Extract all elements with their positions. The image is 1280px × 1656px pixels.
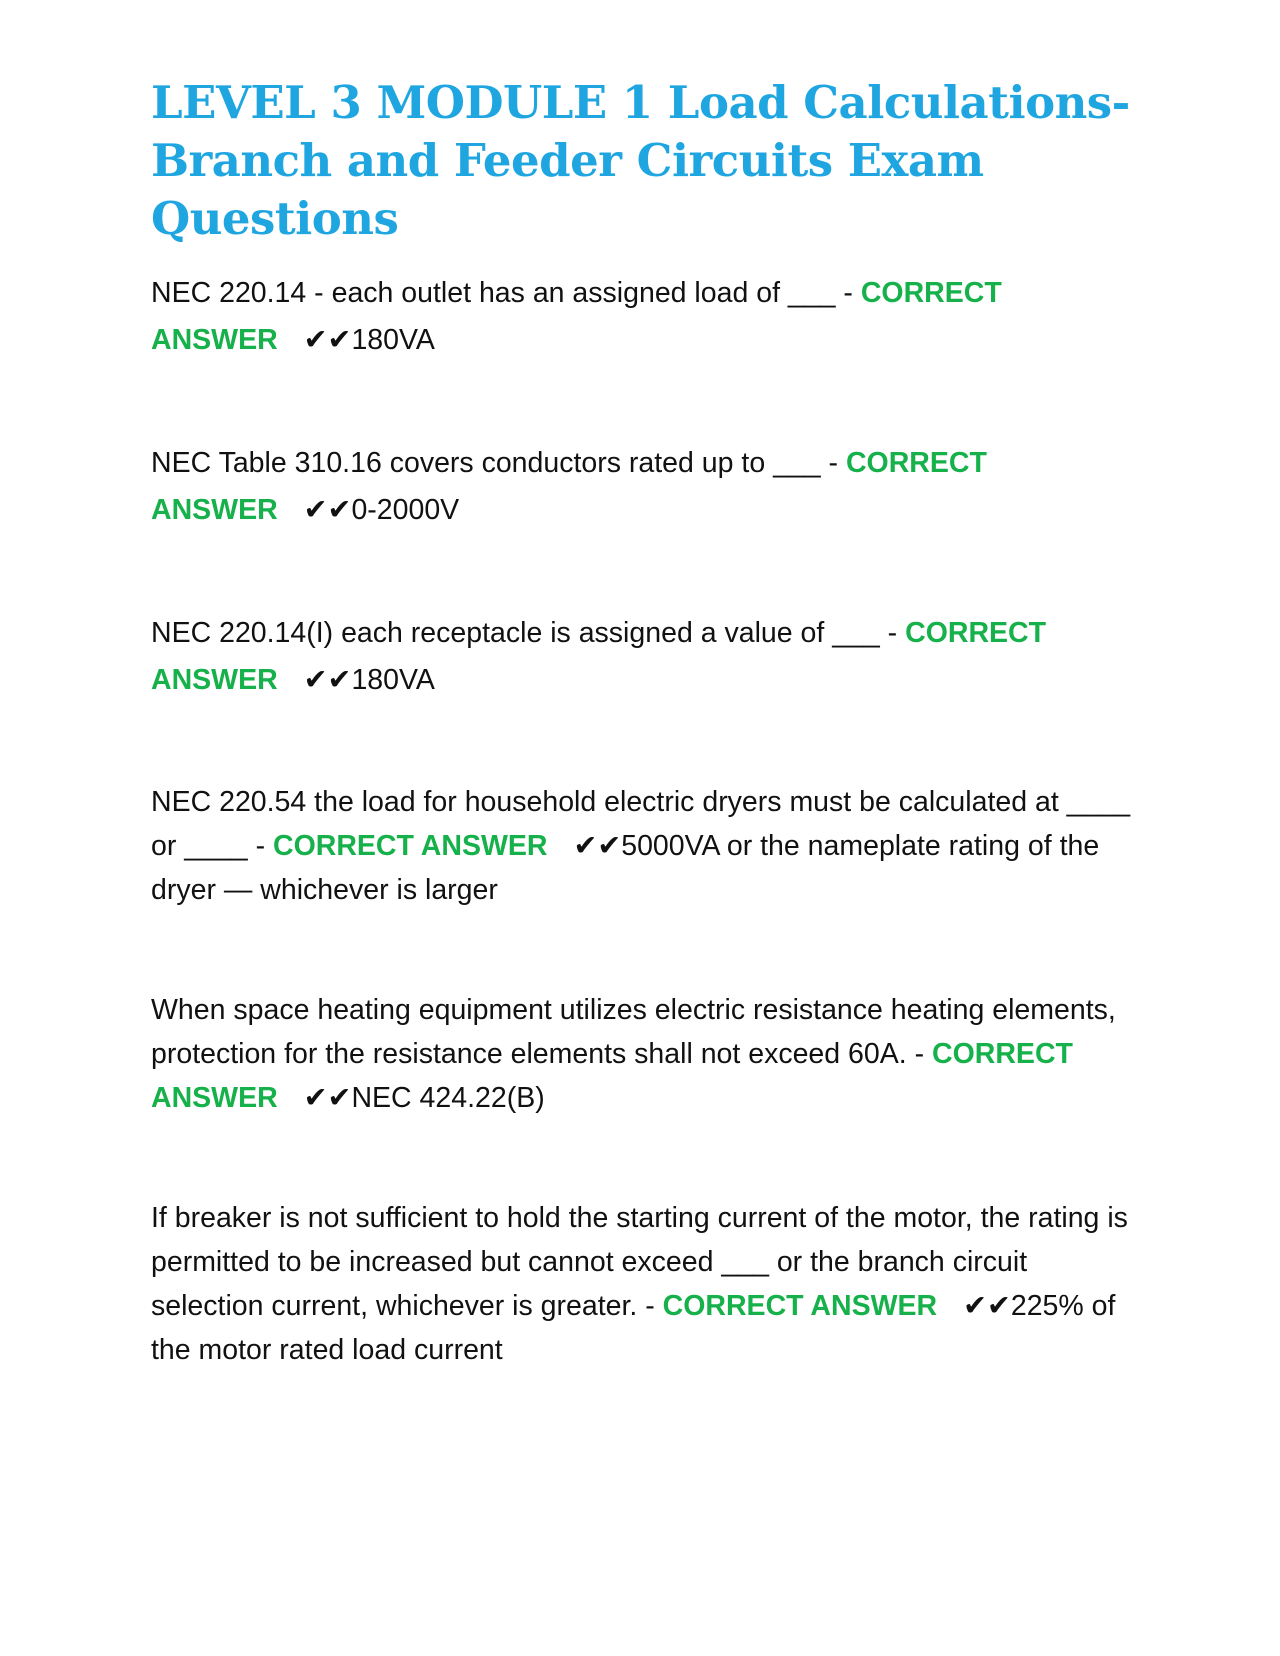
question-text: NEC 220.54 the load for household electric dryers must be calculated at ____ or ____ - bbox=[151, 786, 1131, 862]
correct-answer-label: CORRECT ANSWER bbox=[151, 277, 1002, 356]
correct-answer-label: CORRECT ANSWER bbox=[151, 447, 987, 526]
qa-item-2 bbox=[151, 440, 1141, 534]
document-content bbox=[151, 74, 1141, 1448]
correct-answer-label: CORRECT ANSWER bbox=[662, 1290, 938, 1322]
question-text: NEC 220.14 - each outlet has an assigned load of ___ - bbox=[151, 277, 861, 309]
answer-text: 0-2000V bbox=[351, 494, 460, 526]
question-text: When space heating equipment utilizes electric resistance heating elements, protection for the resistance elements shall not exceed 60A. - bbox=[151, 994, 1116, 1070]
title-line-1: LEVEL 3 MODULE 1 Load Calculations- bbox=[151, 76, 1130, 129]
double-check-icon: ✔✔ bbox=[303, 664, 352, 696]
answer-text: 225% of the motor rated load current bbox=[151, 1290, 1116, 1366]
answer-text: NEC 424.22(B) bbox=[351, 1082, 545, 1114]
document-title bbox=[151, 74, 1141, 248]
answer-text: 180VA bbox=[351, 324, 435, 356]
answer-text: 5000VA or the nameplate rating of the dryer — whichever is larger bbox=[151, 830, 1100, 906]
title-line-2: Branch and Feeder Circuits Exam Questions bbox=[151, 134, 984, 245]
question-text: NEC Table 310.16 covers conductors rated up to ___ - bbox=[151, 447, 846, 479]
qa-item-1 bbox=[151, 270, 1141, 364]
double-check-icon: ✔✔ bbox=[303, 494, 352, 526]
correct-answer-label: CORRECT ANSWER bbox=[151, 1038, 1073, 1114]
double-check-icon: ✔✔ bbox=[963, 1290, 1011, 1322]
correct-answer-label: CORRECT ANSWER bbox=[273, 830, 548, 862]
question-text: NEC 220.14(I) each receptacle is assigned a value of ___ - bbox=[151, 617, 906, 649]
double-check-icon: ✔✔ bbox=[303, 1082, 352, 1114]
qa-item-6 bbox=[151, 1196, 1141, 1372]
qa-item-3 bbox=[151, 610, 1141, 704]
question-text: If breaker is not sufficient to hold the starting current of the motor, the rating is permitted to be increased but cannot exceed ___ or the branch circuit selection current, whichever is greater. - bbox=[151, 1202, 1128, 1322]
qa-item-5 bbox=[151, 988, 1141, 1120]
qa-item-4 bbox=[151, 780, 1141, 912]
correct-answer-label: CORRECT ANSWER bbox=[151, 617, 1047, 696]
double-check-icon: ✔✔ bbox=[303, 324, 352, 356]
double-check-icon: ✔✔ bbox=[573, 830, 622, 862]
answer-text: 180VA bbox=[351, 664, 435, 696]
